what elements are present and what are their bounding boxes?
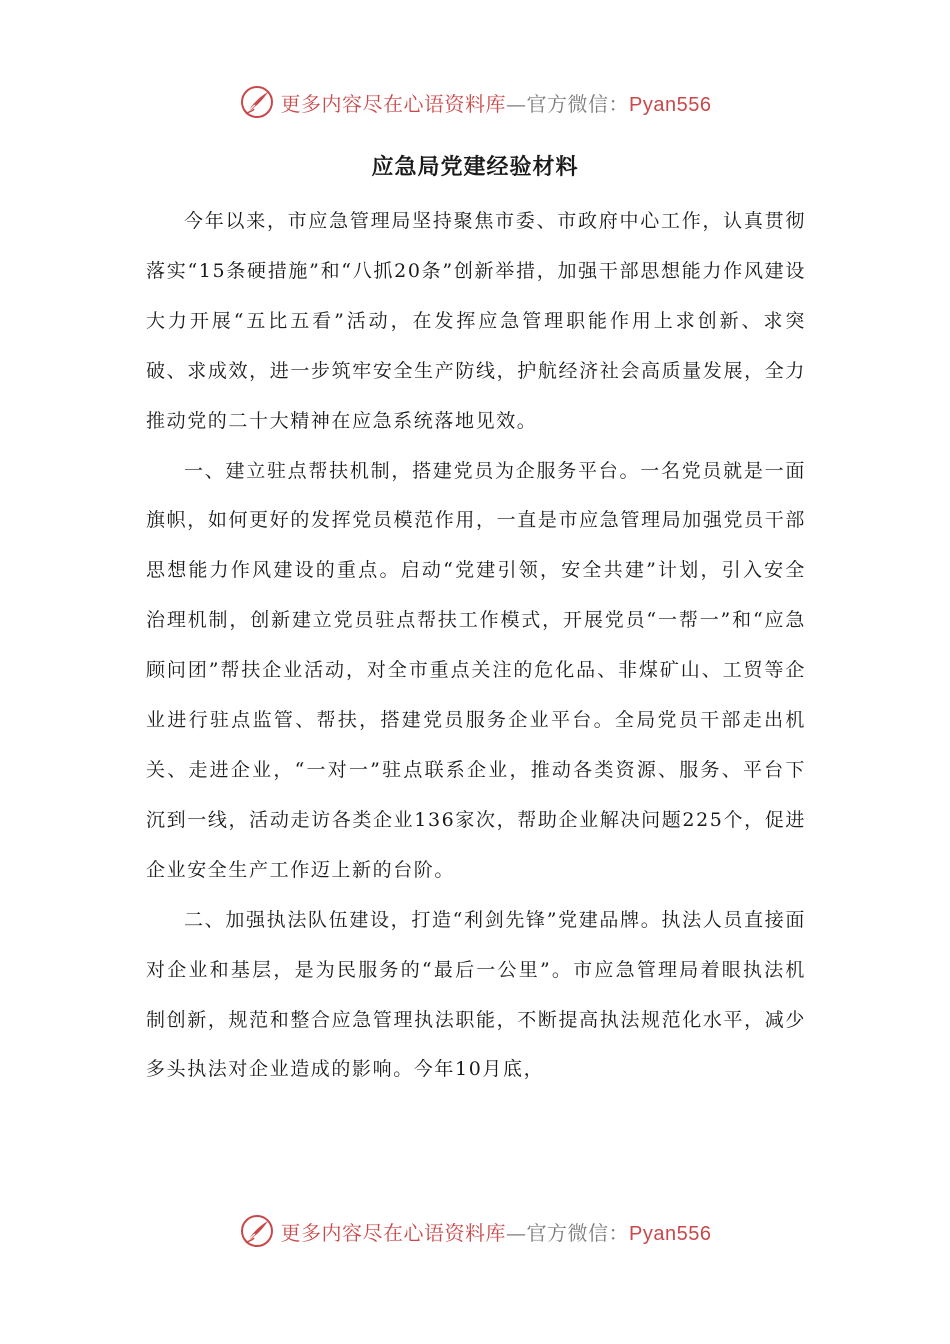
header-wechat-label: 官方微信：	[526, 91, 630, 116]
document-body	[146, 197, 806, 1095]
document-title: 应急局党建经验材料	[371, 154, 579, 180]
paragraph-section-one: 一、建立驻点帮扶机制，搭建党员为企服务平台。一名党员就是一面旗帜，如何更好的发挥党员模范作用，一直是市应急管理局加强党员干部思想能力作风建设的重点。启动“党建引领，安全共建”计划，引入安全治理机制，创新建立党员驻点帮扶工作模式，开展党员“一帮一”和“应急顾问团”帮扶企业活动，对全市重点关注的危化品、非煤矿山、工贸等企业进行驻点监管、帮扶，搭建党员服务企业平台。全局党员干部走出机关、走进企业，“一对一”驻点联系企业，推动各类资源、服务、平台下沉到一线，活动走访各类企业136家次，帮助企业解决问题225个，促进企业安全生产工作迈上新的台阶。	[146, 459, 806, 881]
footer-banner-text	[281, 1217, 712, 1246]
paragraph-section-two: 二、加强执法队伍建设，打造“利剑先锋”党建品牌。执法人员直接面对企业和基层，是为民服务的“最后一公里”。市应急管理局着眼执法机制创新，规范和整合应急管理执法职能，不断提高执法规范化水平，减少多头执法对企业造成的影响。今年10月底，	[146, 908, 806, 1081]
paragraph-intro: 今年以来，市应急管理局坚持聚焦市委、市政府中心工作，认真贯彻落实“15条硬措施”和“八抓20条”创新举措，加强干部思想能力作风建设大力开展“五比五看”活动，在发挥应急管理职能作用上求创新、求突破、求成效，进一步筑牢安全生产防线，护航经济社会高质量发展，全力推动党的二十大精神在应急系统落地见效。	[146, 210, 806, 432]
header-site-text: 更多内容尽在心语资料库	[280, 91, 507, 116]
quill-logo-icon	[239, 1213, 275, 1249]
header-banner-text	[281, 88, 712, 117]
footer-watermark-banner	[0, 1211, 950, 1251]
footer-separator: —	[506, 1220, 527, 1245]
footer-wechat-label: 官方微信：	[526, 1220, 630, 1245]
header-wechat-handle: Pyan556	[629, 93, 712, 116]
header-watermark-banner	[0, 82, 950, 122]
footer-wechat-handle: Pyan556	[629, 1222, 712, 1245]
quill-logo-icon	[239, 84, 275, 120]
header-separator: —	[506, 91, 527, 116]
footer-site-text: 更多内容尽在心语资料库	[280, 1220, 507, 1245]
